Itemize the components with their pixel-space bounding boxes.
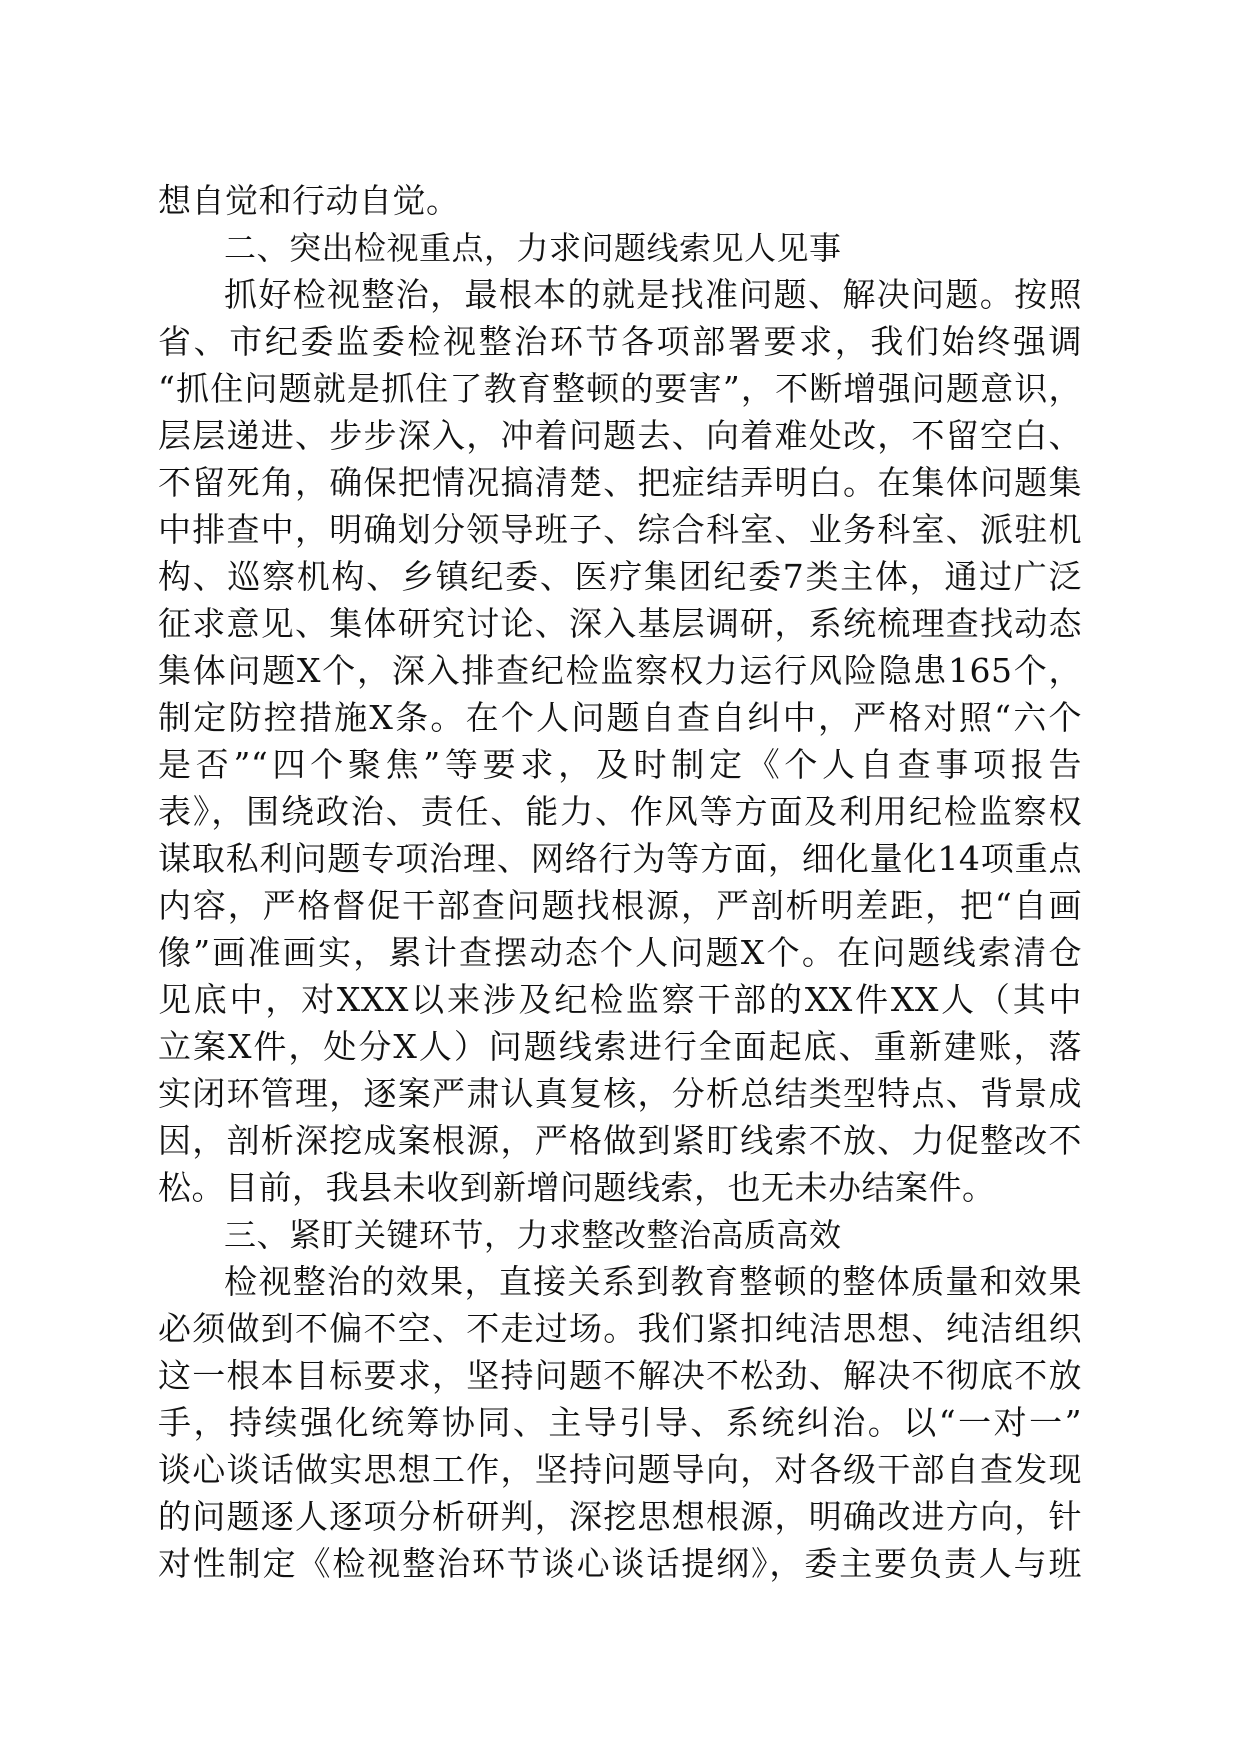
paragraph-line: 抓好检视整治，最根本的就是找准问题、解决问题。按照 <box>224 275 1082 314</box>
paragraph-line: 省、市纪委监委检视整治环节各项部署要求，我们始终强调 <box>158 322 1082 361</box>
paragraph-line: 构、巡察机构、乡镇纪委、医疗集团纪委7类主体，通过广泛 <box>158 557 1082 596</box>
paragraph-line: 手，持续强化统筹协同、主导引导、系统纠治。以“一对一” <box>158 1403 1082 1442</box>
paragraph-line: 不留死角，确保把情况搞清楚、把症结弄明白。在集体问题集 <box>158 463 1082 502</box>
paragraph-line: 立案X件，处分X人）问题线索进行全面起底、重新建账，落 <box>158 1027 1082 1066</box>
paragraph-line: 谋取私利问题专项治理、网络行为等方面，细化量化14项重点 <box>158 839 1082 878</box>
paragraph-line: 谈心谈话做实思想工作，坚持问题导向，对各级干部自查发现 <box>158 1450 1082 1489</box>
paragraph-line: 层层递进、步步深入，冲着问题去、向着难处改，不留空白、 <box>158 416 1082 455</box>
paragraph-line: 想自觉和行动自觉。 <box>158 181 460 220</box>
paragraph-line: “抓住问题就是抓住了教育整顿的要害”，不断增强问题意识， <box>158 369 1082 408</box>
paragraph-line: 的问题逐人逐项分析研判，深挖思想根源，明确改进方向，针 <box>158 1497 1082 1536</box>
paragraph-line: 实闭环管理，逐案严肃认真复核，分析总结类型特点、背景成 <box>158 1074 1082 1113</box>
paragraph-line: 这一根本目标要求，坚持问题不解决不松劲、解决不彻底不放 <box>158 1356 1082 1395</box>
section-heading-3: 三、紧盯关键环节，力求整改整治高质高效 <box>224 1216 842 1254</box>
paragraph-line: 对性制定《检视整治环节谈心谈话提纲》，委主要负责人与班 <box>158 1544 1082 1583</box>
paragraph-line: 征求意见、集体研究讨论、深入基层调研，系统梳理查找动态 <box>158 604 1082 643</box>
section-heading-2: 二、突出检视重点，力求问题线索见人见事 <box>224 229 842 267</box>
paragraph-line: 集体问题X个，深入排查纪检监察权力运行风险隐患165个， <box>158 651 1082 690</box>
paragraph-line: 检视整治的效果，直接关系到教育整顿的整体质量和效果 <box>224 1262 1082 1301</box>
paragraph-line: 制定防控措施X条。在个人问题自查自纠中，严格对照“六个 <box>158 698 1082 737</box>
paragraph-line: 因，剖析深挖成案根源，严格做到紧盯线索不放、力促整改不 <box>158 1121 1082 1160</box>
paragraph-line: 松。目前，我县未收到新增问题线索，也无未办结案件。 <box>158 1168 996 1207</box>
paragraph-line: 必须做到不偏不空、不走过场。我们紧扣纯洁思想、纯洁组织 <box>158 1309 1082 1348</box>
paragraph-line: 内容，严格督促干部查问题找根源，严剖析明差距，把“自画 <box>158 886 1082 925</box>
paragraph-line: 表》，围绕政治、责任、能力、作风等方面及利用纪检监察权 <box>158 792 1082 831</box>
paragraph-line: 是否”“四个聚焦”等要求，及时制定《个人自查事项报告 <box>158 745 1082 784</box>
paragraph-line: 见底中，对XXX以来涉及纪检监察干部的XX件XX人（其中 <box>158 980 1082 1019</box>
paragraph-line: 中排查中，明确划分领导班子、综合科室、业务科室、派驻机 <box>158 510 1082 549</box>
paragraph-line: 像”画准画实，累计查摆动态个人问题X个。在问题线索清仓 <box>158 933 1082 972</box>
